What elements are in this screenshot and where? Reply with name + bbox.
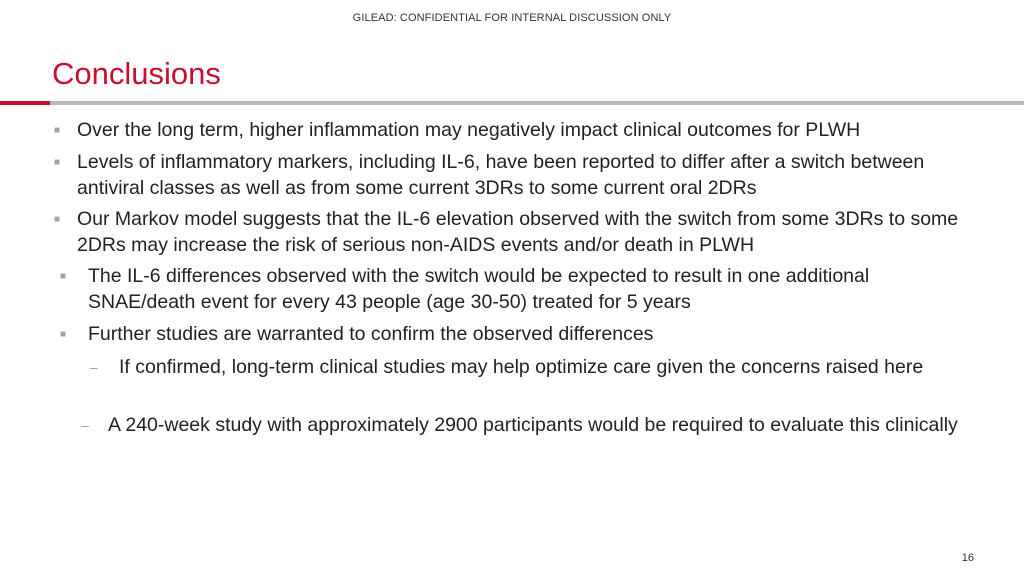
title-rule-accent: [0, 101, 50, 105]
dash-bullet-icon: –: [81, 417, 89, 433]
page-title: Conclusions: [52, 56, 221, 91]
square-bullet-icon: ■: [54, 157, 61, 168]
square-bullet-icon: ■: [54, 214, 61, 225]
confidentiality-header: GILEAD: CONFIDENTIAL FOR INTERNAL DISCUSSION ONLY: [352, 12, 672, 24]
bullet-item: Our Markov model suggests that the IL-6 elevation observed with the switch from some 3DRs to some 2DRs may increase the risk of serious non-AIDS events and/or death in PLWH: [77, 208, 959, 256]
square-bullet-icon: ■: [60, 271, 67, 282]
bullet-item: Over the long term, higher inflammation may negatively impact clinical outcomes for PLWH: [77, 119, 861, 141]
sub-bullet-item: A 240-week study with approximately 2900 participants would be required to evaluate this clinically: [108, 414, 958, 436]
title-rule: [50, 101, 1024, 105]
page-number: 16: [961, 552, 974, 564]
sub-bullet-item: If confirmed, long-term clinical studies may help optimize care given the concerns raised here: [119, 356, 924, 378]
bullet-item: Further studies are warranted to confirm the observed differences: [88, 323, 654, 345]
square-bullet-icon: ■: [60, 329, 67, 340]
dash-bullet-icon: –: [90, 359, 98, 375]
bullet-item: The IL-6 differences observed with the switch would be expected to result in one additional SNAE/death event for every 43 people (age 30-50) treated for 5 years: [88, 265, 870, 313]
bullet-item: Levels of inflammatory markers, including IL-6, have been reported to differ after a switch between antiviral classes as well as from some current 3DRs to some current oral 2DRs: [77, 151, 925, 199]
square-bullet-icon: ■: [54, 125, 61, 136]
